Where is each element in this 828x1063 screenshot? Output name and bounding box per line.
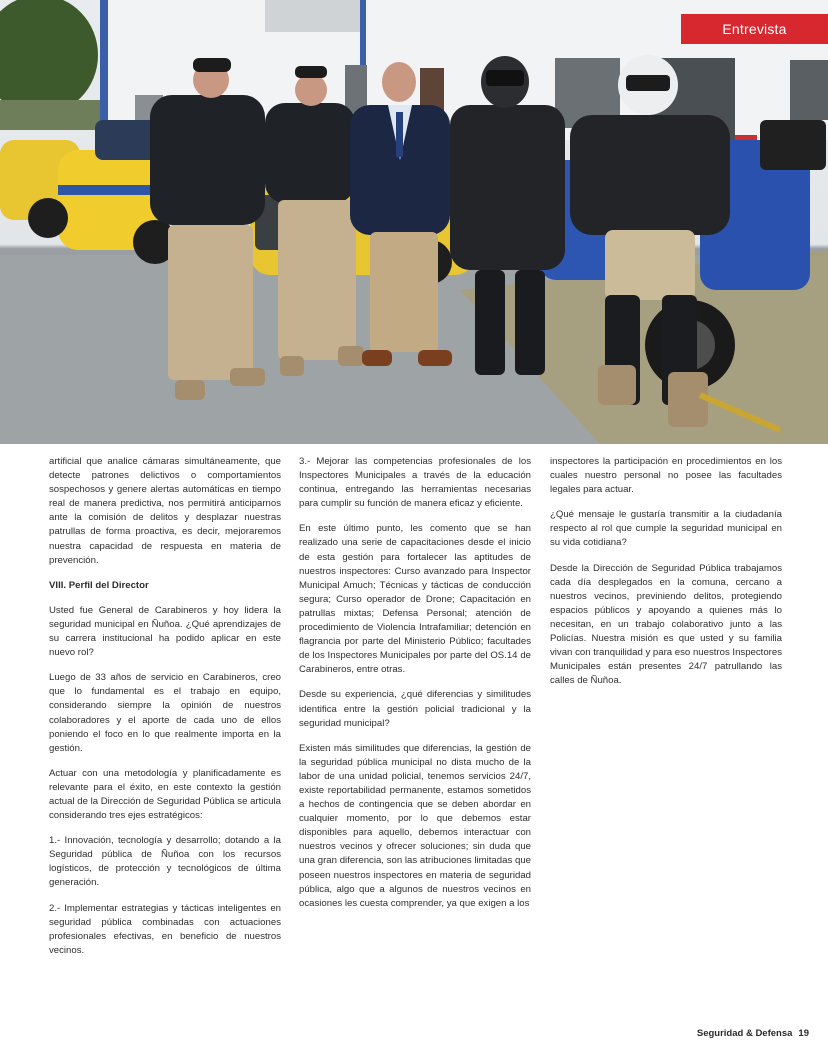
interview-question: Usted fue General de Carabineros y hoy lidera la seguridad municipal en Ñuñoa. ¿Qué aprendizajes de su carrera institucional ha podido aplicar en este nuevo rol?	[49, 604, 281, 659]
paragraph: artificial que analice cámaras simultáneamente, que detecte patrones delictivos o comportamientos sospechosos y genere alertas automáticas en tiempo real de manera predictiva, nos permitirá anticiparnos ante la comisión de delitos y desplazar nuestras patrullas de forma proactiva, es decir, mejoraremos nuestra capacidad de respuesta en materia de prevención.	[49, 456, 281, 566]
section-heading: VIII. Perfil del Director	[49, 579, 149, 591]
group-photo-illustration	[0, 0, 828, 444]
interview-question: Desde su experiencia, ¿qué diferencias y similitudes identifica entre la gestión policial tradicional y la seguridad municipal?	[299, 689, 531, 729]
paragraph: Luego de 33 años de servicio en Carabineros, creo que lo fundamental es el trabajo en equipo, considerando siempre la opinión de nuestros colaboradores y el aporte de cada uno de ellos poniendo el foco en lo que realmente importa en la gestión.	[49, 672, 281, 754]
section-tag: Entrevista	[681, 14, 828, 44]
paragraph: inspectores la participación en procedimientos en los cuales nuestro personal no posee las facultades legales para actuar.	[550, 456, 782, 496]
paragraph: En este último punto, les comento que se han realizado una serie de capacitaciones desde el inicio de esta gestión para fortalecer las aptitudes de nuestros inspectores: Curso avanzado para Inspector Municipal Amuch; Técnicas y tácticas de conducción segura; Curso operador de Drone; Capacitación en patrullas mixtas; Defensa Personal; atención de procedimiento de Violencia Intrafamiliar; detención en flagrancia por parte del Ministerio Público; facultades de los Inspectores Municipales por parte del OS.14 de Carabineros, entre otras.	[299, 523, 531, 676]
page-footer	[697, 1028, 809, 1039]
paragraph: 2.- Implementar estrategias y tácticas inteligentes en seguridad pública combinadas con actuaciones profesionales efectivas, en beneficio de nuestros vecinos.	[49, 902, 281, 956]
paragraph: 1.- Innovación, tecnología y desarrollo; dotando a la Seguridad pública de Ñuñoa con los recursos logísticos, de protección y tecnológicos de última generación.	[49, 835, 281, 889]
text-column-2	[299, 455, 531, 922]
text-column-1	[49, 455, 281, 969]
interview-question: ¿Qué mensaje le gustaría transmitir a la ciudadanía respecto al rol que cumple la seguridad municipal en su vida cotidiana?	[550, 509, 782, 549]
paragraph: 3.- Mejorar las competencias profesionales de los Inspectores Municipales a través de la educación continua, entregando las herramientas necesarias para cumplir su función de manera eficaz y eficiente.	[299, 456, 531, 510]
paragraph: Actuar con una metodología y planificadamente es relevante para el éxito, en este contexto la gestión actual de la Dirección de Seguridad Pública se articula considerando tres ejes estratégicos:	[49, 767, 281, 822]
page-number: 19	[798, 1028, 809, 1039]
text-column-3	[550, 455, 782, 699]
paragraph: Existen más similitudes que diferencias, la gestión de la seguridad pública municipal no dista mucho de la labor de una unidad policial, tenemos servicios 24/7, existe reportabilidad permanente, estamos sometidos a hechos de contingencia que se deben abordar en cualquier momento, por lo que debemos estar disponibles para aquello, debemos interactuar con nuestros vecinos y ofrecer soluciones; sin duda que una gran diferencia, son las atribuciones limitadas que poseen nuestros inspectores en materia de seguridad pública, algo que a algunos de nuestros vecinos en ocasiones les cuesta comprender, ya que exigen a los	[299, 742, 531, 909]
inspector-2	[265, 66, 364, 376]
paragraph: Desde la Dirección de Seguridad Pública trabajamos cada día desplegados en la comuna, cercano a nuestros vecinos, previniendo delitos, protegiendo espacios públicos y apoyando a quienes más lo necesitan, en un trabajo colaborativo junto a las Policías. Nuestra misión es que usted y su familia vivan con tranquilidad y para eso nuestros Inspectores Municipales están presentes 24/7 patrullando las calles de Ñuñoa.	[550, 562, 782, 687]
publication-name: Seguridad & Defensa	[696, 1028, 793, 1039]
cover-photo	[0, 0, 828, 444]
